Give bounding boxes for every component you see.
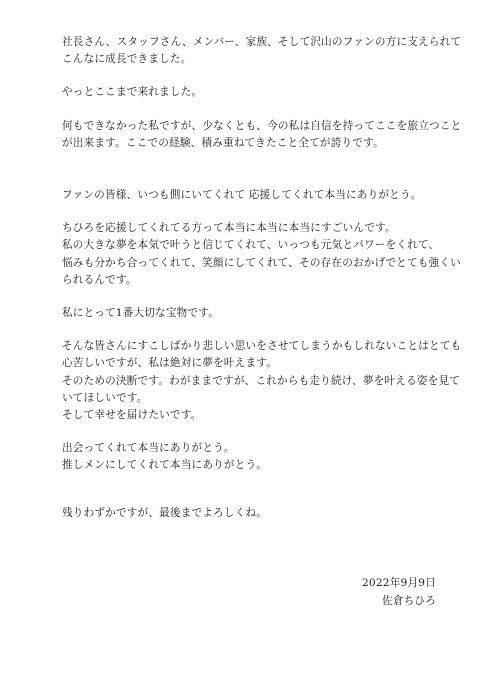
text-line: が出来ます。ここでの経験、積み重ねてきたこと全てが誇りです。 — [62, 136, 384, 149]
paragraph-decision — [62, 338, 462, 424]
paragraph-treasure — [62, 305, 442, 322]
text-line: 残りわずかですが、最後までよろしくね。 — [62, 506, 268, 519]
text-line: 何もできなかった私ですが、少なくとも、今の私は自信を持ってここを旅立つこと — [62, 119, 462, 132]
letter-body — [62, 34, 462, 522]
paragraph-supporters — [62, 220, 461, 289]
text-line: 私にとって1番大切な宝物です。 — [62, 307, 219, 320]
text-line: ファンの皆様、いつも側にいてくれて 応援してくれて本当にありがとう。 — [62, 189, 422, 202]
text-line: こんなに成長できました。 — [62, 53, 192, 66]
text-line: 私の大きな夢を本気で叶うと信じてくれて、いっつも元気とパワーをくれて、 — [62, 239, 440, 252]
signature-date: 2022年9月9日 — [361, 577, 436, 589]
text-line: 心苦しいですが、私は絶対に夢を叶えます。 — [62, 357, 278, 370]
text-line: 社長さん、スタッフさん、メンバー、家族、そして沢山のファンの方に支えられて — [62, 36, 462, 48]
text-line: そのための決断です。わがままですが、これからも走り続け、夢を叶える姿を見て — [62, 374, 461, 387]
text-line: 出会ってくれて本当にありがとう。 — [62, 442, 235, 455]
text-line: いてほしいです。 — [62, 391, 148, 404]
text-line: られるんです。 — [62, 273, 137, 286]
text-line: やっとここまで来れました。 — [62, 86, 203, 99]
paragraph-thanks-support — [62, 34, 462, 68]
paragraph-fans-thanks — [62, 187, 442, 204]
text-line: 推しメンにしてくれて本当にありがとう。 — [62, 459, 268, 472]
text-line: ちひろを応援してくれてる方って本当に本当に本当にすごいんです。 — [62, 222, 396, 235]
text-line: そして幸せを届けたいです。 — [62, 409, 202, 422]
signature-name: 佐倉ちひろ — [382, 595, 436, 607]
text-line: そんな皆さんにすこしばかり悲しい思いをさせてしまうかもしれないことはとても — [62, 340, 462, 353]
paragraph-came-this-far — [62, 84, 442, 101]
paragraph-confidence — [62, 118, 462, 152]
paragraph-closing — [62, 505, 442, 522]
text-line: 悩みも分かち合ってくれて、笑顔にしてくれて、その存在のおかげでとても強くい — [62, 256, 461, 269]
paragraph-gratitude — [62, 440, 442, 474]
